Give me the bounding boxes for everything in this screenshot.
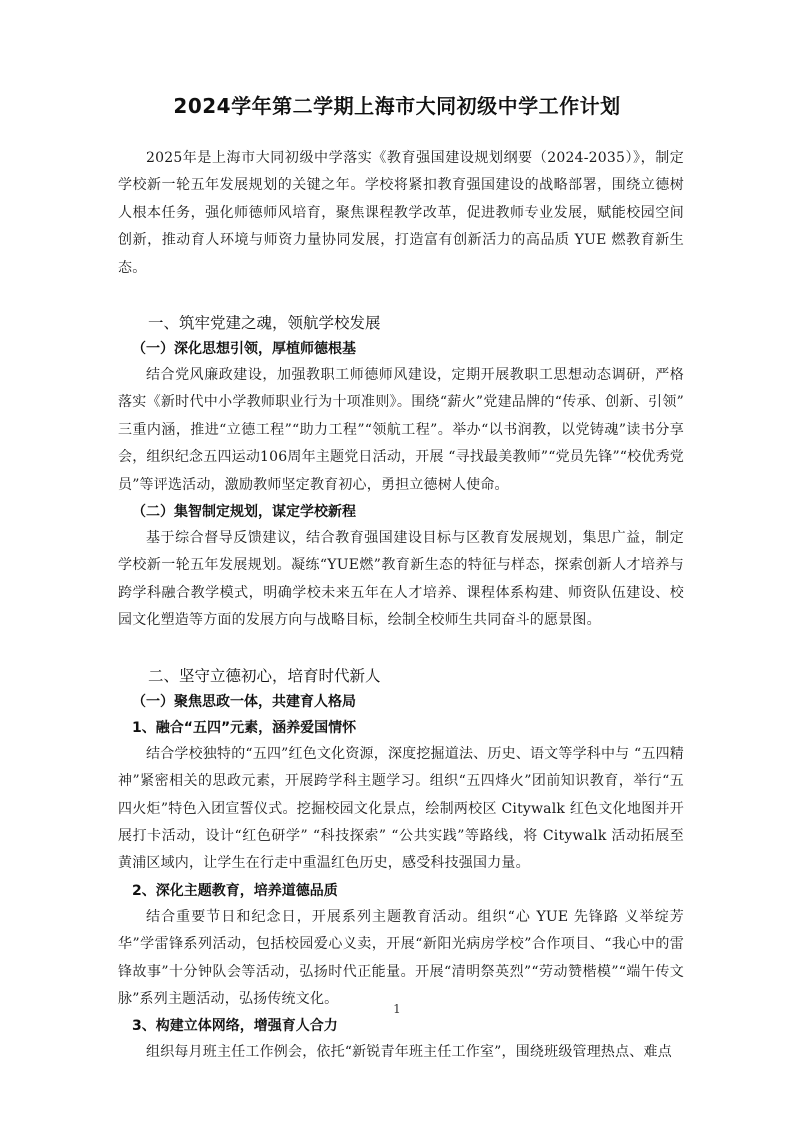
section-2-item-3-heading: 3、构建立体网络，增强育人合力 [132, 1018, 338, 1035]
page-number: 1 [393, 1002, 401, 1016]
section-2-heading: 二、坚守立德初心，培育时代新人 [148, 666, 381, 685]
section-1-subheading-2: （二）集智制定规划，谋定学校新程 [132, 504, 356, 521]
section-2-item-1-heading: 1、融合“五四”元素，涵养爱国情怀 [132, 719, 357, 736]
section-2-item-3-paragraph: 组织每月班主任工作例会，依托“新锐青年班主任工作室”，围绕班级管理热点、难点 [146, 1044, 672, 1061]
section-2-subheading-1: （一）聚焦思政一体，共建育人格局 [132, 693, 356, 710]
section-1-heading: 一、筑牢党建之魂，领航学校发展 [148, 314, 381, 333]
section-1-paragraph-2: 基于综合督导反馈建议，结合教育强国建设目标与区教育发展规划，集思广益，制定学校新一轮五年发展规划。凝练“YUE燃”教育新生态的特征与样态，探索创新人才培养与跨学科融合教学模式，明确学校未来五年在人才培养、课程体系构建、师资队伍建设、校园文化塑造等方面的发展方向与战略目标，绘制全校师生共同奋斗的愿景图。 [118, 530, 684, 629]
section-2-item-1-paragraph: 结合学校独特的“五四”红色文化资源，深度挖掘道法、历史、语文等学科中与 “五四精神”紧密相关的思政元素，开展跨学科主题学习。组织“五四烽火”团前知识教育，举行“五四火炬”特色入团宣誓仪式。挖掘校园文化景点，绘制两校区 Citywalk 红色文化地图并开展打卡活动，设计“红色研学” “科技探索” “公共实践”等路线，将 Citywalk 活动拓展至黄浦区域内，让学生在行走中重温红色历史，感受科技强国力量。 [118, 745, 684, 872]
intro-paragraph: 2025年是上海市大同初级中学落实《教育强国建设规划纲要（2024-2035）》，制定学校新一轮五年发展规划的关键之年。学校将紧扣教育强国建设的战略部署，围绕立德树人根本任务，强化师德师风培育，聚焦课程教学改革，促进教师专业发展，赋能校园空间创新，推动育人环境与师资力量协同发展，打造富有创新活力的高品质 YUE 燃教育新生态。 [118, 150, 684, 276]
section-2-item-2-heading: 2、深化主题教育，培养道德品质 [132, 882, 338, 899]
section-1-subheading-1: （一）深化思想引领，厚植师德根基 [132, 341, 356, 358]
document-body [118, 145, 684, 1067]
section-1-paragraph-1: 结合党风廉政建设，加强教职工师德师风建设，定期开展教职工思想动态调研，严格落实《新时代中小学教师职业行为十项准则》。围绕“薪火”党建品牌的“传承、创新、引领” 三重内涵，推进“立德工程”“助力工程”“领航工程”。举办“以书润教，以党铸魂”读书分享会，组织纪念五四运动106周年主题党日活动，开展 “寻找最美教师”“党员先锋”“校优秀党员”等评选活动，激励教师坚定教育初心，勇担立德树人使命。 [118, 367, 684, 493]
document-title: 2024学年第二学期上海市大同初级中学工作计划 [173, 94, 621, 118]
section-2-item-2-paragraph: 结合重要节日和纪念日，开展系列主题教育活动。组织“心 YUE 先锋路 义举绽芳华”学雷锋系列活动，包括校园爱心义卖，开展“新阳光病房学校”合作项目、“我心中的雷锋故事”十分钟队会等活动，弘扬时代正能量。开展“清明祭英烈”“劳动赞楷模”“端午传文脉”系列主题活动，弘扬传统文化。 [118, 908, 684, 1007]
